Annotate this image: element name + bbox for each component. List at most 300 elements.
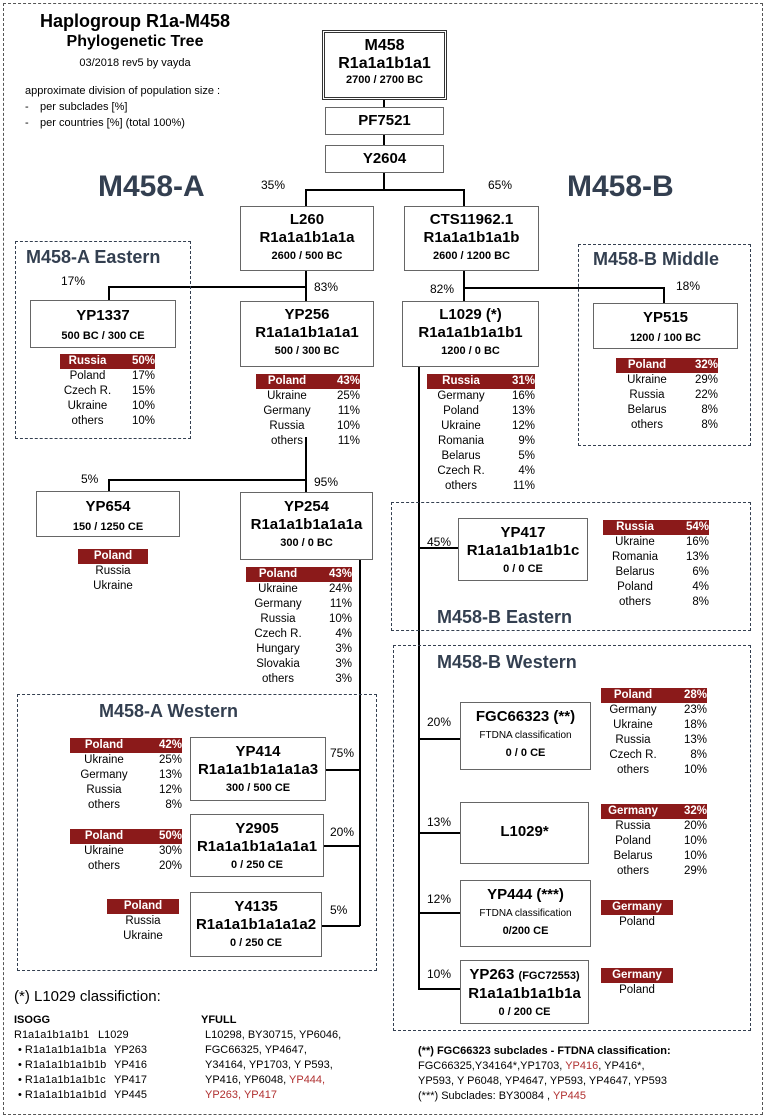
title: Haplogroup R1a-M458 [39, 11, 231, 31]
country-row [427, 404, 535, 419]
country-name: Russia [442, 375, 480, 387]
bullet: - [25, 117, 29, 129]
country-percent: 10% [336, 420, 360, 432]
country-percent: 25% [336, 390, 360, 402]
node-date: 0 / 200 CE [498, 1006, 551, 1018]
country-name: others [271, 435, 303, 447]
node-alt-name: (FGC72553) [518, 970, 580, 982]
pct-label: 45% [427, 535, 452, 549]
isogg-list [14, 1028, 147, 1103]
yfull-line: FGC66325, YP4647, [205, 1044, 307, 1056]
country-name: Poland [615, 835, 651, 847]
pct-label: 5% [81, 472, 99, 486]
pct-label: 12% [427, 892, 452, 906]
country-name: Czech R. [254, 628, 302, 640]
country-row [60, 384, 155, 399]
country-name: Ukraine [258, 583, 298, 595]
country-row [246, 657, 352, 672]
node-date: 300 / 500 CE [225, 782, 291, 794]
country-row [70, 859, 182, 874]
country-row [78, 564, 148, 579]
country-row [60, 414, 155, 429]
country-row [616, 403, 718, 418]
country-percent: 10% [683, 764, 707, 776]
node-cts11962 [404, 206, 539, 271]
country-percent: 13% [685, 551, 709, 563]
country-row [601, 748, 707, 763]
country-name: Germany [612, 901, 662, 913]
node-l1029 [402, 301, 539, 367]
country-percent: 3% [335, 658, 352, 670]
pct-label: 95% [314, 475, 339, 489]
subclades-highlight: YP445 [552, 1090, 586, 1102]
country-name: Poland [258, 568, 298, 580]
node-yp515 [593, 303, 738, 349]
node-date: 500 / 300 BC [274, 345, 340, 357]
country-row-top [601, 688, 707, 703]
node-note: FTDNA classification [479, 908, 572, 919]
country-name: Poland [617, 581, 653, 593]
isogg-code: • R1a1a1b1a1b1a [18, 1044, 107, 1056]
country-table-yp444 [601, 900, 673, 930]
node-name: YP256 [284, 306, 330, 323]
country-percent: 24% [328, 583, 352, 595]
yfull-heading: YFULL [201, 1014, 237, 1026]
country-percent: 11% [337, 405, 360, 417]
country-row [601, 849, 707, 864]
node-subclade: R1a1a1b1a1a1a [250, 516, 363, 533]
country-row [70, 768, 182, 783]
country-row [427, 389, 535, 404]
fgc-note-title: (**) FGC66323 subclades - FTDNA classification: [418, 1045, 671, 1057]
country-percent: 12% [511, 420, 535, 432]
country-percent: 9% [518, 435, 535, 447]
country-percent: 16% [685, 536, 709, 548]
node-subclade: R1a1a1b1a1a1a3 [197, 761, 319, 778]
country-row [256, 389, 360, 404]
node-name: YP654 [85, 498, 131, 515]
country-table-yp515 [616, 358, 718, 433]
country-table-yp417 [603, 520, 709, 610]
isogg-row [14, 1088, 147, 1103]
node-subclade: R1a1a1b1a1b1a [468, 985, 581, 1002]
group-label-a-western: M458-A Western [99, 701, 239, 721]
country-name: Poland [93, 550, 133, 562]
country-name: Hungary [256, 643, 300, 655]
country-row [601, 763, 707, 778]
country-row [616, 388, 718, 403]
group-label-a: M458-A [98, 170, 205, 203]
note-countries: per countries [%] (total 100%) [40, 117, 185, 129]
country-row [601, 864, 707, 879]
country-name: Russia [125, 915, 161, 927]
node-name: L1029 (*) [439, 306, 502, 323]
country-name: Ukraine [267, 390, 307, 402]
node-name: L1029* [500, 823, 549, 840]
country-name: Ukraine [627, 374, 667, 386]
node-name: Y2604 [362, 150, 407, 167]
pct-label: 35% [261, 178, 286, 192]
country-table-l1029-star [601, 804, 707, 879]
country-name: Poland [123, 900, 163, 912]
country-percent: 28% [683, 689, 707, 701]
group-label-b-middle: M458-B Middle [593, 249, 720, 269]
node-date: 0 / 0 CE [505, 747, 546, 759]
pct-label: 17% [61, 274, 86, 288]
country-row-top [60, 354, 155, 369]
country-row [603, 595, 709, 610]
country-row [603, 535, 709, 550]
country-percent: 50% [131, 355, 155, 367]
country-name: Russia [260, 613, 296, 625]
node-date: 300 / 0 BC [280, 537, 333, 549]
node-subclade: R1a1a1b1a1b [423, 229, 520, 246]
country-name: Russia [615, 734, 651, 746]
node-name: M458 [364, 37, 405, 54]
country-name: Belarus [441, 450, 481, 462]
country-row-top [78, 549, 148, 564]
node-subclade: R1a1a1b1a1a [259, 229, 355, 246]
country-name: Poland [84, 830, 124, 842]
country-name: Germany [609, 704, 657, 716]
country-name: Germany [608, 805, 658, 817]
country-table-yp256 [256, 374, 360, 449]
country-name: Ukraine [84, 845, 124, 857]
country-row [603, 580, 709, 595]
country-name: Germany [80, 769, 128, 781]
country-name: Romania [437, 435, 485, 447]
yfull-highlight: YP263, YP417 [205, 1089, 277, 1101]
country-row [246, 612, 352, 627]
country-name: others [445, 480, 477, 492]
version-note: 03/2018 rev5 by vayda [79, 57, 191, 69]
country-row [246, 582, 352, 597]
country-name: Ukraine [613, 719, 653, 731]
node-name: PF7521 [358, 112, 411, 129]
country-percent: 16% [511, 390, 535, 402]
country-percent: 43% [328, 568, 352, 580]
country-percent: 6% [692, 566, 709, 578]
isogg-row [14, 1073, 147, 1088]
isogg-snp: L1029 [98, 1029, 129, 1041]
country-percent: 11% [337, 435, 360, 447]
node-y4135 [190, 892, 322, 957]
country-table-yp263 [601, 968, 673, 998]
country-table-yp654 [78, 549, 148, 594]
node-yp1337 [30, 300, 176, 348]
country-percent: 15% [131, 385, 155, 397]
country-percent: 18% [683, 719, 707, 731]
node-date: 1200 / 100 BC [630, 332, 701, 344]
country-row-top [256, 374, 360, 389]
country-percent: 8% [701, 404, 718, 416]
country-row-top [246, 567, 352, 582]
country-name: Russia [615, 820, 651, 832]
fgc-note-highlight: YP416 [565, 1060, 599, 1072]
country-percent: 11% [329, 598, 352, 610]
node-date: 2600 / 1200 BC [432, 250, 511, 262]
country-row [427, 464, 535, 479]
yfull-line: YP416, YP6048, [205, 1074, 287, 1086]
country-name: Belarus [615, 566, 655, 578]
group-label-a-eastern: M458-A Eastern [26, 247, 161, 267]
country-percent: 25% [158, 754, 182, 766]
node-date: 0 / 0 CE [503, 563, 543, 575]
country-row [256, 404, 360, 419]
pct-label: 65% [488, 178, 513, 192]
country-name: Ukraine [67, 400, 108, 412]
country-percent: 20% [683, 820, 707, 832]
country-name: Ukraine [93, 580, 133, 592]
node-name: L260 [289, 211, 325, 228]
country-name: Russia [68, 355, 107, 367]
country-name: Romania [611, 551, 659, 563]
country-row [601, 834, 707, 849]
country-row [616, 373, 718, 388]
country-row [246, 672, 352, 687]
isogg-snp: YP417 [114, 1074, 148, 1086]
country-row [256, 419, 360, 434]
isogg-code: • R1a1a1b1a1b1c [18, 1074, 106, 1086]
country-name: Ukraine [615, 536, 655, 548]
country-percent: 8% [692, 596, 709, 608]
country-percent: 20% [158, 860, 182, 872]
pct-label: 82% [430, 282, 455, 296]
isogg-code: • R1a1a1b1a1b1b [18, 1059, 107, 1071]
connector [305, 189, 465, 191]
country-percent: 10% [683, 835, 707, 847]
country-percent: 31% [511, 375, 535, 387]
country-name: Czech R. [63, 385, 112, 397]
subclades-note: (***) Subclades: BY30084 , [418, 1090, 551, 1102]
node-name: Y4135 [234, 898, 278, 915]
fgc-subclades-note [418, 1044, 671, 1104]
country-row-top [70, 738, 182, 753]
country-table-y4135 [107, 899, 179, 944]
country-row [246, 627, 352, 642]
node-yp254 [240, 492, 373, 560]
fgc-note-line: FGC66325,Y34164*,YP1703, [418, 1060, 563, 1072]
country-row [60, 369, 155, 384]
country-name: others [631, 419, 663, 431]
country-name: Russia [629, 389, 665, 401]
connector [463, 271, 465, 301]
country-name: Czech R. [437, 465, 485, 477]
node-l260 [240, 206, 374, 271]
country-percent: 4% [692, 581, 709, 593]
country-percent: 32% [683, 805, 707, 817]
group-label-b-western: M458-B Western [437, 652, 577, 672]
node-m458 [322, 30, 447, 100]
country-percent: 50% [158, 830, 182, 842]
country-percent: 8% [690, 749, 707, 761]
yfull-list [205, 1028, 341, 1103]
country-name: others [617, 764, 649, 776]
node-subclade: R1a1a1b1a1b1c [466, 542, 580, 559]
country-table-fgc66323 [601, 688, 707, 778]
pct-label: 83% [314, 280, 339, 294]
country-name: Germany [437, 390, 485, 402]
node-date: 2700 / 2700 BC [345, 74, 424, 86]
country-percent: 5% [518, 450, 535, 462]
country-percent: 13% [158, 769, 182, 781]
node-name: YP414 [235, 743, 281, 760]
country-row [60, 399, 155, 414]
country-percent: 13% [683, 734, 707, 746]
country-name: Slovakia [256, 658, 300, 670]
country-name: others [262, 673, 294, 685]
connector [463, 189, 465, 206]
node-note: FTDNA classification [479, 730, 572, 741]
node-name: YP417 [500, 524, 546, 541]
country-name: Ukraine [441, 420, 481, 432]
isogg-row [14, 1058, 147, 1073]
node-subclade: R1a1a1b1a1a1a2 [195, 916, 317, 933]
country-row [601, 733, 707, 748]
node-name: CTS11962.1 [429, 211, 514, 228]
pct-label: 20% [427, 715, 452, 729]
country-row-top [70, 829, 182, 844]
node-pf7521 [325, 107, 444, 135]
country-row [427, 419, 535, 434]
connector [383, 135, 385, 145]
pct-label: 18% [676, 279, 701, 293]
country-row [70, 753, 182, 768]
node-name: YP515 [642, 309, 689, 326]
country-percent: 29% [694, 374, 718, 386]
isogg-snp: YP416 [114, 1059, 148, 1071]
country-percent: 29% [683, 865, 707, 877]
country-percent: 3% [335, 643, 352, 655]
country-percent: 4% [518, 465, 535, 477]
node-y2905 [190, 814, 324, 877]
isogg-code: • R1a1a1b1a1b1d [18, 1089, 107, 1101]
country-row [256, 434, 360, 449]
country-name: Russia [616, 521, 654, 533]
country-percent: 17% [131, 370, 155, 382]
isogg-heading: ISOGG [14, 1014, 51, 1026]
country-percent: 10% [683, 850, 707, 862]
node-yp417 [458, 518, 588, 581]
country-name: Belarus [613, 850, 653, 862]
note-subclades: per subclades [%] [40, 101, 128, 113]
country-row [603, 565, 709, 580]
country-row [70, 798, 182, 813]
country-table-yp414 [70, 738, 182, 813]
yfull-line: Y34164, YP1703, Y P593, [205, 1059, 333, 1071]
country-percent: 10% [131, 400, 155, 412]
country-row-top [616, 358, 718, 373]
pct-label: 75% [330, 746, 355, 760]
isogg-code: R1a1a1b1a1b1 [14, 1029, 90, 1041]
country-table-l1029 [427, 374, 535, 494]
pct-label: 20% [330, 825, 355, 839]
fgc-note-line: YP593, Y P6048, YP4647, YP593, YP4647, YP593 [418, 1075, 667, 1087]
country-name: others [88, 860, 120, 872]
country-name: Poland [84, 739, 124, 751]
node-yp654 [36, 491, 180, 537]
country-name: Poland [619, 984, 655, 996]
connector [383, 173, 385, 190]
country-percent: 42% [158, 739, 182, 751]
node-date: 150 / 1250 CE [72, 521, 144, 533]
country-name: Poland [69, 370, 106, 382]
country-percent: 30% [158, 845, 182, 857]
group-label-b: M458-B [567, 170, 674, 203]
country-percent: 8% [165, 799, 182, 811]
node-fgc66323 [460, 702, 591, 770]
node-date: 2600 / 500 BC [271, 250, 343, 262]
node-name: YP1337 [76, 307, 130, 324]
country-percent: 12% [158, 784, 182, 796]
node-yp414 [190, 737, 326, 801]
country-percent: 22% [694, 389, 718, 401]
country-row [603, 550, 709, 565]
yfull-line: L10298, BY30715, YP6046, [205, 1029, 342, 1041]
node-subclade: R1a1a1b1a1a1 [255, 324, 359, 341]
isogg-row [14, 1043, 147, 1058]
country-row-top [601, 804, 707, 819]
country-row-top [107, 899, 179, 914]
country-row [78, 579, 148, 594]
footer-title: (*) L1029 classifiction: [14, 988, 161, 1005]
country-name: others [619, 596, 651, 608]
node-l1029-star [460, 802, 589, 864]
yfull-highlight: YP444, [289, 1074, 326, 1086]
country-row [601, 819, 707, 834]
country-name: others [71, 415, 104, 427]
node-yp256 [240, 301, 374, 367]
country-name: others [617, 865, 649, 877]
node-name: YP263 [469, 966, 515, 983]
country-percent: 13% [511, 405, 535, 417]
country-name: others [88, 799, 120, 811]
country-name: Belarus [627, 404, 667, 416]
header [10, 10, 260, 72]
country-name: Poland [267, 375, 307, 387]
isogg-snp: YP263 [114, 1044, 148, 1056]
country-row [616, 418, 718, 433]
country-percent: 8% [701, 419, 718, 431]
node-name: YP444 (***) [487, 886, 564, 903]
country-row [427, 434, 535, 449]
node-date: 0 / 250 CE [231, 859, 283, 871]
connector [108, 479, 110, 491]
node-date: 1200 / 0 BC [441, 345, 500, 357]
bullet: - [25, 101, 29, 113]
country-row [70, 844, 182, 859]
country-name: Ukraine [123, 930, 163, 942]
country-row [107, 914, 179, 929]
country-row [601, 915, 673, 930]
country-row-top [427, 374, 535, 389]
country-percent: 23% [683, 704, 707, 716]
subtitle: Phylogenetic Tree [66, 33, 204, 50]
pct-label: 13% [427, 815, 452, 829]
country-name: Russia [95, 565, 131, 577]
node-date: 0/200 CE [502, 925, 549, 937]
isogg-snp: YP445 [114, 1089, 148, 1101]
group-label-b-eastern: M458-B Eastern [437, 607, 573, 627]
country-percent: 10% [328, 613, 352, 625]
country-row [107, 929, 179, 944]
connector [108, 479, 306, 481]
country-row [246, 642, 352, 657]
node-subclade: R1a1a1b1a1b1 [418, 324, 523, 341]
country-row [601, 703, 707, 718]
country-row [427, 449, 535, 464]
connector [305, 189, 307, 206]
